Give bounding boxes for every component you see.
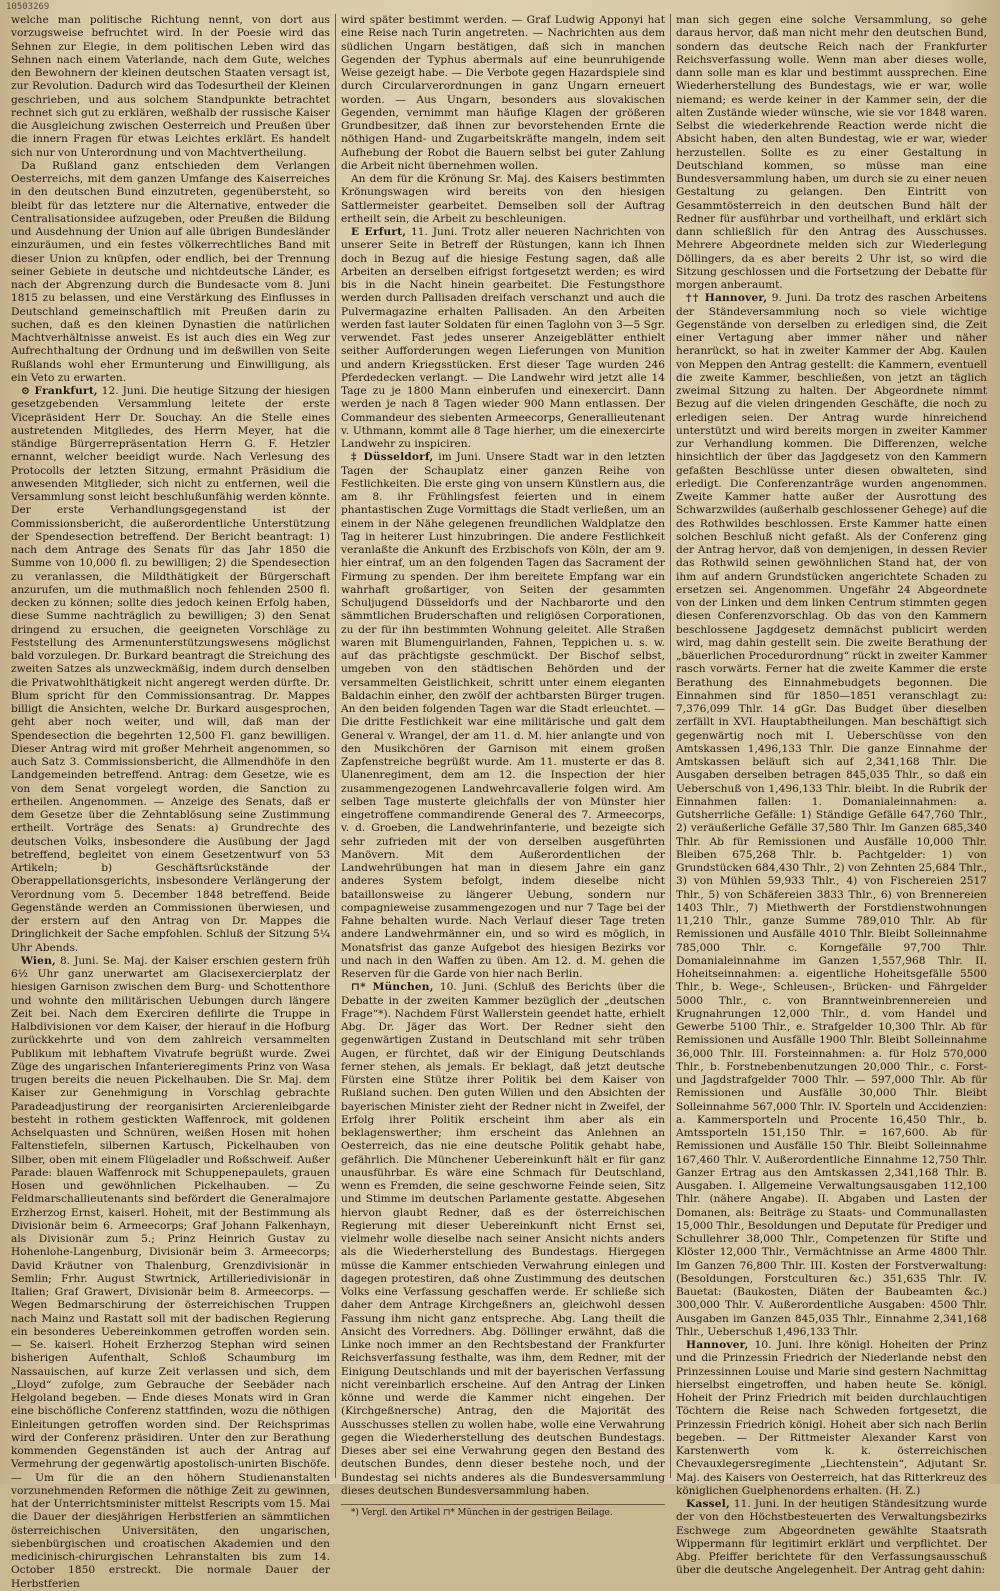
article-paragraph bbox=[341, 226, 665, 451]
article-dateline: Wien, bbox=[21, 954, 56, 967]
article-paragraph bbox=[341, 451, 665, 981]
article-paragraph bbox=[676, 1339, 987, 1498]
article-dateline: Kassel, bbox=[686, 1498, 730, 1510]
article-text: 11. Juni. In der heutigen Ständesitzung wurde der von den Höchstbesteuerten des Verwaltungsbezirks Eschwege zum Abgeordneten gewählte Staatsrath Wippermann für legitimirt erklärt und verpflichtet. Der Abg. Pfeiffer berichtete für den Verfassungsausschuß über die deutsche Angelegenheit. Der Antrag geht dahin: bbox=[676, 1498, 987, 1577]
article-paragraph bbox=[11, 160, 330, 385]
column-container bbox=[6, 14, 992, 1590]
article-dateline: Hannover, bbox=[686, 1339, 749, 1351]
footnote: *) Vergl. den Artikel ⊓* München in der gestrigen Beilage. bbox=[341, 1504, 665, 1519]
article-paragraph bbox=[11, 14, 330, 160]
article-text: im Juni. Unsere Stadt war in den letzten Tagen der Schauplatz einer ganzen Reihe von Festlichkeiten. Die erste ging von unsern Künstlern aus, die am 8. ihr Frühlingsfest feierten und in einem phantastischen Zuge Vormittags die Stadt verließen, um an einem in der Nähe gelegenen freundlichen Waldplatze den Tag in heiterer Lust hinzubringen. Die andere Festlichkeit veranlaßte die Ankunft des Erzbischofs von Köln, der am 9. hier eintraf, um an den folgenden Tagen das Sacrament der Firmung zu spenden. Der ihm bereitete Empfang war ein wahrhaft großartiger, von Seiten der gesammten Schuljugend Düsseldorfs und der Nachbarorte und den sämmtlichen Bruderschaften und religiösen Corporationen, zu der für ihn bestimmten Wohnung geleitet. Alle Straßen waren mit Blumenguirlanden, Fahnen, Teppichen u. s. w. auf das prächtigste geschmückt. Der Bischof selbst, umgeben von den städtischen Behörden und der versammelten Geistlichkeit, schritt unter einem eleganten Baldachin einher, den zwölf der achtbarsten Bürger trugen. An den beiden folgenden Tagen war die Stadt erleuchtet. — Die dritte Festlichkeit war eine militärische und galt dem General v. Wrangel, der am 11. d. M. hier anlangte und von den Musikchören der Garnison mit einem großen Zapfenstreiche begrüßt wurde. Am 11. musterte er das 8. Ulanenregiment, dem am 12. die Inspection der hier zusammengezogenen Landwehrcavallerie folgen wird. Am selben Tage musterte gleichfalls der von Münster hier eingetroffene commandirende General des 7. Armeecorps, v. d. Groeben, die Landwehrinfanterie, und bezeigte sich sehr zufrieden mit der von derselben ausgeführten Manövern. Mit dem Außerordentlichen der Landwehrübungen hat man in diesem Jahre ein ganz anderes System befolgt, indem dieselbe nicht bataillonsweise zu längerer Uebung, sondern nur compagnieweise zusammengezogen und nur 7 Tage bei der Fahne behalten wurde. Nach Verlauf dieser Tage treten andere Landwehrmänner ein, und so wird es möglich, in Monatsfrist das ganze Aufgebot des hiesigen Bezirks vor und nach in den Waffen zu üben. Am 12. d. M. gehen die Reserven für die Garde von hier nach Berlin. bbox=[341, 451, 665, 980]
article-text: 12. Juni. Die heutige Sitzung der hiesigen gesetzgebenden Versammlung leitete der erste Vicepräsident Herr Dr. Souchay. An die Stelle eines austretenden Mitgliedes, des Herrn Meyer, hat die ständige Bürgerrepräsentation Herrn G. F. Hetzler ernannt, welcher beeidigt wurde. Nach Verlesung des Protocolls der letzten Sitzung, ermahnt Präsidium die anwesenden Mitglieder, sich nicht zu entfernen, weil die Versammlung sonst leicht beschlußunfähig werden könnte. Der erste Verhandlungsgegenstand ist der Commissionsbericht, die außerordentliche Unterstützung der Spendesection betreffend. Der Bericht beantragt: 1) nach dem Antrage des Senats für das Jahr 1850 die Summe von 10,000 fl. zu bewilligen; 2) die Spendesection zu veranlassen, die Mildthätigkeit der Bürgerschaft anzurufen, um die muthmaßlich noch fehlenden 2500 fl. decken zu können; sollte dies jedoch keinen Erfolg haben, diese Summe nachträglich zu bewilligen; 3) den Senat dringend zu ersuchen, die geeigneten Vorschläge zu Feststellung des Armenunterstützungswesens möglichst bald vorzulegen. Dr. Burkard beantragt die Streichung des zweiten Satzes als unzweckmäßig, indem durch denselben die Privatwohlthätigkeit nicht angeregt werden dürfte. Dr. Blum spricht für den Commissionsantrag. Dr. Mappes billigt die Ansichten, welche Dr. Burkard ausgesprochen, geht aber noch weiter, und will, daß man der Spendesection die begehrten 12,500 Fl. ganz bewilligen. Dieser Antrag wird mit großer Mehrheit angenommen, so auch Satz 3. Commissionsbericht, die Allmendhöfe in den Landgemeinden betreffend. Antrag: dem Gesetze, wie es von dem Senat vorgelegt worden, die Sanction zu ertheilen. Angenommen. — Anzeige des Senats, daß er dem Gesetze über die Zehntablösung seine Zustimmung ertheilt. Vorträge des Senats: a) Grundrechte des deutschen Volks, insbesondere die Ausübung der Jagd betreffend, begleitet von einem Gesetzentwurf von 53 Artikeln; b) Geschäftsrückstände der Oberappellationsgerichts, insbesondere Verlängerung der Verordnung vom 5. December 1848 betreffend. Beide Gegenstände werden an Commissionen überwiesen, und der erstern auf den Antrag von Dr. Mappes die Dringlichkeit der Sache empfohlen. Schluß der Sitzung 5¼ Uhr Abends. bbox=[11, 385, 330, 954]
article-text: welche man politische Richtung nennt, von dort aus vorzugsweise befruchtet wird. In der Poesie wird das Sehnen zur Elegie, in dem politischen Leben wird das Sehnen nach einem Vaterlande, nach dem Gute, welches den Bewohnern der kleinen deutschen Staaten versagt ist, zur Revolution. Dadurch wird das Todesurtheil der Kleinen geschrieben, und aus solchem Standpunkte betrachtet rechnet sich gut zu erklären, weßhalb der russische Kaiser die Ausgleichung zwischen Oesterreich und Preußen über die innern Fragen für etwas Leichtes erklärt. Es handelt sich nur von Unterordnung und von Machtvertheilung. bbox=[11, 14, 330, 159]
article-paragraph bbox=[676, 292, 987, 1339]
article-text: man sich gegen eine solche Versammlung, so gehe daraus hervor, daß man nicht mehr den deutschen Bund, sondern das deutsche Reich nach der Frankfurter Reichsverfassung wolle. Wenn man aber dieses wolle, dann solle man es klar und bestimmt aussprechen. Eine Wiederherstellung des Bundestags, wie er war, wolle niemand; es werde keiner in der Kammer sein, der die alten Zustände wieder wünsche, wie sie vor 1848 waren. Selbst die wiederkehrende Reaction werde nicht die Absicht haben, den alten Bundestag, wie er war, wieder herzustellen. Sollte es zu einer Gestaltung in Deutschland kommen, so müsse man eine Bundesversammlung haben, um durch sie zu einer neuen Gestaltung zu gelangen. Den Eintritt von Gesammtösterreich in den deutschen Bund hält der Redner für ausführbar und vortheilhaft, und erklärt sich dann schließlich für den Antrag des Ausschusses. Mehrere Abgeordnete melden sich zur Wiederlegung Döllingers, da es aber bereits 2 Uhr ist, so wird die Sitzung geschlossen und die Fortsetzung der Debatte für morgen anberaumt. bbox=[676, 14, 987, 291]
article-paragraph bbox=[11, 955, 330, 1591]
article-text: 10. Juni. Ihre königl. Hoheiten der Prinz und die Prinzessin Friedrich der Niederlande nebst den Prinzessinnen Louise und Marie sind gestern Nachmittag hierselbst eingetroffen, und haben heute Se. königl. Hoheit der Prinz Friedrich mit beiden durchlauchtigen Töchtern die Reise nach Schweden fortgesetzt, die Prinzessin Friedrich königl. Hoheit aber sich nach Berlin begeben. — Der Rittmeister Alexander Karst von Karstenwerth vom k. k. österreichischen Chevauxlegersregimente „Liechtenstein“, Adjutant Sr. Maj. des Kaisers von Oesterreich, hat das Ritterkreuz des königlichen Guelphenordens erhalten. (H. Z.) bbox=[676, 1339, 987, 1497]
article-text: Da Rußland ganz entschieden dem Verlangen Oesterreichs, mit dem ganzen Umfange des Kaiserreiches in den deutschen Bund einzutreten, gegenübersteht, so bleibt für das letztere nur die Alternative, entweder die Centralisationsidee aufzugeben, oder Preußen die Bildung und Ausdehnung der Union auf alle übrigen Bundesländer einzuräumen, und ein festes völkerrechtliches Band mit dieser Union zu knüpfen, oder endlich, bei der Trennung seiner Gebiete in deutsche und nichtdeutsche Länder, es nach der Abgrenzung durch die Bundesacte vom 8. Juni 1815 zu belassen, und eine Verstärkung des Einflusses in Deutschland gemeinschaftlich mit Preußen darin zu suchen, daß es den kleinen Dynastien die natürlichen Machtverhältnisse anweist. Es ist auch dies ein Weg zur Aufrechthaltung der Ordnung und im deßwillen von Seite Rußlands wohl eher Ermunterung und Einwilligung, als ein Veto zu erwarten. bbox=[11, 159, 330, 384]
article-dateline: ⊙ Frankfurt, bbox=[21, 385, 98, 397]
article-dateline: E Erfurt, bbox=[351, 226, 407, 238]
article-paragraph bbox=[11, 385, 330, 955]
article-paragraph bbox=[676, 1498, 987, 1578]
article-paragraph bbox=[676, 14, 987, 292]
article-text: wird später bestimmt werden. — Graf Ludwig Apponyi hat eine Reise nach Turin angetreten. — Nachrichten aus dem südlichen Ungarn bestätigen, daß sich in manchen Gegenden der Typhus abermals auf eine beunruhigende Weise gezeigt habe. — Die Verbote gegen Hazardspiele sind durch Circularverordnungen in ganz Ungarn erneuert worden. — Aus Ungarn, besonders aus slovakischen Gegenden, vernimmt man häufige Klagen der größeren Grundbesitzer, daß ihnen zur bevorstehenden Ernte die nöthigen Hand- und Zugarbeitskräfte mangeln, indem seit Aufhebung der Robot die Bauern selbst bei guter Zahlung die Arbeit nicht übernehmen wollen. bbox=[341, 14, 665, 172]
column-1 bbox=[6, 14, 335, 1590]
article-text: 8. Juni. Se. Maj. der Kaiser erschien gestern früh 6½ Uhr ganz unerwartet am Glacisexercierplatz der hiesigen Garnison zwischen dem Burg- und Schottenthore und wohnte den militärischen Uebungen durch längere Zeit bei. Nach dem Exerciren defilirte die Truppe in Halbdivisionen vor dem Kaiser, der hierauf in die Hofburg zurückkehrte und von dem zahlreich versammelten Publikum mit lebhaftem Vivatrufe begrüßt wurde. Zwei Züge des ungarischen Infanterieregiments Prinz von Wasa trugen bereits die neuen Pickelhauben. Die Sr. Maj. dem Kaiser zur Genehmigung in Vorschlag gebrachte Paradeadjustirung der reorganisirten Arcierenleibgarde besteht in rothem gestickten Waffenrock, mit goldenen Achselquasten und Schnüren, weißen Hosen mit hohen Faltenstiefeln, silbernen Kartusch, Pickelhauben von Silber, oben mit einem Flügeladler und Roßschweif. Außer Parade: blauen Waffenrock mit Schuppenepaulets, grauen Hosen und gewöhnlichen Pickelhauben. — Zu Feldmarschallieutenants sind befördert die Generalmajore Erzherzog Ernst, kaiserl. Hoheit, mit der Bestimmung als Divisionär beim 6. Armeecorps; Graf Johann Falkenhayn, als Divisionär zum 5.; Prinz Heinrich Gustav zu Hohenlohe-Langenburg, Divisionär beim 3. Armeecorps; David Kräutner von Thalenburg, Grenzdivisionär in Semlin; Frhr. August Stwrtnick, Artilleriedivisionär in Italien; Graf Grawert, Divisionär beim 8. Armeecorps. — Wegen Bedmarschirung der österreichischen Truppen nach Mainz und Rastatt soll mit der badischen Regierung ein besonderes Uebereinkommen getroffen worden sein. — Se. kaiserl. Hoheit Erzherzog Stephan wird seinen bisherigen Aufenthalt, Schloß Schaumburg im Nassauischen, auf kurze Zeit verlassen und sich, dem „Lloyd“ zufolge, zum Gebrauche der Seebäder nach Helgoland begeben. — Ende dieses Monats wird in Gran eine bischöfliche Conferenz stattfinden, wozu die nöthigen Einleitungen getroffen worden sind. Der Reichsprimas wird der Conferenz präsidiren. Unter den zur Berathung kommenden Gegenständen ist auch der Antrag auf Vermehrung der gegenwärtig apostolisch-unirten Bischöfe. — Um für die an den höhern Studienanstalten vorzunehmenden Reformen die nöthige Zeit zu gewinnen, hat der Unterrichtsminister mittelst Rescripts vom 15. Mai die Dauer der diesjährigen Herbstferien an sämmtlichen österreichischen Universitäten, den ungarischen, siebenbürgischen und croatischen Akademien und den medicinisch-chirurgischen Lehranstalten bis zum 14. October 1850 erstreckt. Die normale Dauer der Herbstferien bbox=[11, 954, 330, 1590]
article-dateline: ⊓* München, bbox=[351, 981, 434, 994]
article-paragraph bbox=[341, 14, 665, 173]
column-2 bbox=[335, 14, 670, 1518]
article-paragraph bbox=[341, 981, 665, 1498]
document-id: 10503269 bbox=[6, 2, 50, 12]
article-text: An dem für die Krönung Sr. Maj. des Kaisers bestimmten Krönungswagen wird bereits von den hiesigen Sattlermeister gearbeitet. Demselben soll der Auftrag ertheilt sein, die Arbeit zu beschleunigen. bbox=[341, 173, 665, 225]
article-text: 11. Juni. Trotz aller neueren Nachrichten von unserer Seite in Betreff der Rüstungen, kann ich Ihnen doch in Bezug auf die hiesige Festung sagen, daß alle Arbeiten an derselben eifrigst fortgesetzt werden; es wird bis in die Nacht hinein gearbeitet. Die Festungsthore werden durch Pallisaden dreifach verschanzt und auch die Pulvermagazine erhalten Pallisaden. An den Arbeiten werden fast lauter Soldaten für einen Taglohn von 3—5 Sgr. verwendet. Fast jedes unserer Anzeigeblätter enthielt seither Aufforderungen wegen Lieferungen von Munition und andern Kriegsstücken. Erst dieser Tage wurden 246 Pferdedecken verlangt. — Die Landwehr wird jetzt alle 14 Tage zu je 1800 Mann einberufen und einexercirt. Dann werden je nach 8 Tagen wieder 900 Mann entlassen. Der Commandeur des siebenten Armeecorps, Generallieutenant v. Uthmann, kommt alle 8 Tage hierher, um die einexercirte Landwehr zu inspiciren. bbox=[341, 226, 665, 450]
article-text: 9. Juni. Da trotz des raschen Arbeitens der Ständeversammlung noch so viele wichtige Gegenstände von derselben zu erledigen sind, die Zeit einer Vertagung aber immer näher und näher heranrückt, so hat in zweiter Kammer der Abg. Kaulen von Meppen den Antrag gestellt: die Kammern, eventuell die zweite Kammer, beschließen, von jetzt an täglich zweimal Sitzung zu halten. Der Abgeordnete nimmt Bezug auf die vielen dringenden Geschäfte, die noch zu erledigen seien. Der Antrag wurde hinreichend unterstützt und wird bereits morgen in zweiter Kammer zur Verhandlung kommen. Die Differenzen, welche hinsichtlich der über das Jagdgesetz von den Kammern gefaßten Beschlüsse unter diesen obwalteten, sind erledigt. Die Conferenzanträge wurden angenommen. Zweite Kammer hatte außer der Ausrottung des Schwarzwildes (außerhalb geschlossener Gehege) auf die des Rothwildes beschlossen. Erste Kammer hatte einen solchen Beschluß nicht gefaßt. Als der Conferenz ging der Antrag hervor, daß von demjenigen, in dessen Revier das Rothwild seinen gewöhnlichen Stand hat, der von ihm auf andern Grundstücken angerichtete Schaden zu ersetzen sei. Angenommen. Ungefähr 24 Abgeordnete von der Linken und dem linken Centrum stimmten gegen diesen Conferenzvorschlag. Ob das von den Kammern beschlossene Jagdgesetz demnächst publicirt werden wird, mag dahin gestellt sein. Die zweite Berathung der „bäuerlichen Procedurordnung“ rückt in zweiter Kammer rasch vorwärts. Ferner hat die zweite Kammer die erste Berathung des Einnahmebudgets begonnen. Die Einnahmen sind für 1850—1851 veranschlagt zu: 7,376,099 Thlr. 14 gGr. Das Budget über dieselben zerfällt in XVI. Hauptabtheilungen. Man beschäftigt sich gegenwärtig noch mit I. Ueberschüsse von den Amtskassen 1,496,133 Thlr. Die ganze Einnahme der Amtskassen beläuft sich auf 2,341,168 Thlr. Die Ausgaben derselben betragen 845,035 Thlr., so daß ein Ueberschuß von 1,496,133 Thlr. bleibt. In die Rubrik der Einnahmen fallen: 1. Domanialeinnahmen: a. Gutsherrliche Gefälle: 1) Ständige Gefälle 647,760 Thlr., 2) veräußerliche Gefälle 37,580 Thlr. Im Ganzen 685,340 Thlr. Ab für Remissionen und Ausfälle 10,000 Thlr. Bleiben 675,268 Thlr. b. Pachtgelder: 1) von Grundstücken 684,430 Thlr., 2) von Zehnten 25,684 Thlr., 3) von Mühlen 59,933 Thlr., 4) von Fischereien 2517 Thlr., 5) von Schäfereien 3833 Thlr., 6) von Brennereien 1403 Thlr., 7) Miethwerth der Forstdienstwohnungen 11,210 Thlr., ganze Summe 789,010 Thlr. Ab für Remissionen und Ausfälle 4010 Thlr. Bleibt Solleinnahme 785,000 Thlr. c. Korngefälle 97,700 Thlr. Domanialeinnahme im Ganzen 1,557,968 Thlr. II. Hoheitseinnahmen: a. eigentliche Hoheitsgefälle 5500 Thlr., b. Wege-, Schleusen-, Brücken- und Fährgelder 5000 Thlr., c. von Branntweinbrennereien und Krugnahrungen 12,000 Thlr., d. vom Handel und Gewerbe 5100 Thlr., e. Strafgelder 10,300 Thlr. Ab für Remissionen und Ausfälle 1900 Thlr. Bleibt Solleinnahme 36,000 Thlr. III. Forsteinnahmen: a. für Holz 570,000 Thlr., b. Forstnebenbenutzungen 20,000 Thlr., c. Forst- und Jagdstrafgelder 7000 Thlr. — 597,000 Thlr. Ab für Remissionen und Ausfälle 30,000 Thlr. Bleibt Solleinnahme 567,000 Thlr. IV. Sporteln und Accidenzien: a. Kammersporteln und Procente 16,450 Thlr., b. Amtssporteln 151,150 Thlr. = 167,600. Ab für Remissionen und Ausfälle 150 Thlr. Bleibt Solleinnahme 167,460 Thlr. V. Außerordentliche Einnahme 12,750 Thlr. Ganzer Ertrag aus den Amtskassen 2,341,168 Thlr. B. Ausgaben. I. Allgemeine Verwaltungsausgaben 112,100 Thlr. (nähere Angabe). II. Abgaben und Lasten der Domanen, als: Beiträge zu Staats- und Communallasten 15,000 Thlr., Besoldungen und Deputate für Prediger und Schullehrer 38,000 Thlr., Competenzen für Stifte und Klöster 12,000 Thlr., Vermächtnisse an Arme 4800 Thlr. Im Ganzen 76,800 Thlr. III. Kosten der Forstverwaltung: (Besoldungen, Forstculturen &c.) 351,635 Thlr. IV. Bauetat: (Baukosten, Diäten der Baubeamten &c.) 300,000 Thlr. V. Außerordentliche Ausgaben: 4500 Thlr. Ausgaben im Ganzen 845,035 Thlr., Einnahme 2,341,168 Thlr., Ueberschuß 1,496,133 Thlr. bbox=[676, 292, 988, 1338]
article-dateline: †† Hannover, bbox=[686, 292, 768, 305]
column-3 bbox=[670, 14, 992, 1577]
article-text: 10. Juni. (Schluß des Berichts über die Debatte in der zweiten Kammer bezüglich der „deutschen Frage“*). Nachdem Fürst Wallerstein geendet hatte, erhielt Abg. Dr. Jäger das Wort. Der Redner sieht den gegenwärtigen Zustand in Deutschland mit sehr trüben Augen, er fürchtet, daß wir der Einigung Deutschlands ferner stehen, als jemals. Er beklagt, daß jetzt deutsche Fürsten eine Stütze ihrer Politik bei dem Kaiser von Rußland suchen. Den guten Willen und den Absichten der bayerischen Minister zieht der Redner nicht in Zweifel, der Erfolg ihrer Politik erscheint ihm aber als ein beklagenswerther; ihm erscheint das Anlehnen an Oesterreich, das nie eine deutsche Politik gehabt habe, gefährlich. Die Münchener Uebereinkunft hält er für ganz unausführbar. Es wäre eine Schmach für Deutschland, wenn es Fremden, die seine geschworne Feinde seien, Sitz und Stimme im deutschen Parlamente gestatte. Abgesehen hiervon glaubt Redner, daß es der österreichischen Regierung mit dieser Uebereinkunft nicht Ernst sei, vielmehr wolle dieselbe nach seiner Ansicht nichts anders als die Wiederherstellung des Bundestags. Hiergegen müsse die Kammer entschieden Verwahrung einlegen und dagegen protestiren, daß ohne Zustimmung des deutschen Volks eine Verfassung geschaffen werde. Er schließe sich daher dem Antrage Kirchgeßners an, gleichwohl dessen Fassung ihm nicht ganz entspreche. Abg. Lang theilt die Ansicht des Vorredners. Abg. Döllinger erwähnt, daß die Linke noch immer an den Rechtsbestand der Frankfurter Reichsverfassung festhalte, was ihm, dem Redner, mit der Einigung Deutschlands und mit der bayerischen Verfassung nicht vereinbarlich erscheine. Auf den Antrag der Linken könne und werde die Kammer nicht eingehen. Der (Kirchgeßnersche) Antrag, den die Majorität des Ausschusses stellen zu wollen habe, wolle eine Verwahrung gegen die Wiederherstellung des deutschen Bundestags. Dieses aber sei eine Verwahrung gegen den Bestand des deutschen Bundes, denn dieser bestehe noch, und der Bundestag sei nichts anderes als die Bundesversammlung dieses deutschen Bundesversammlung haben. bbox=[341, 981, 665, 1497]
article-paragraph bbox=[341, 173, 665, 226]
article-dateline: ‡ Düsseldorf, bbox=[351, 451, 434, 464]
